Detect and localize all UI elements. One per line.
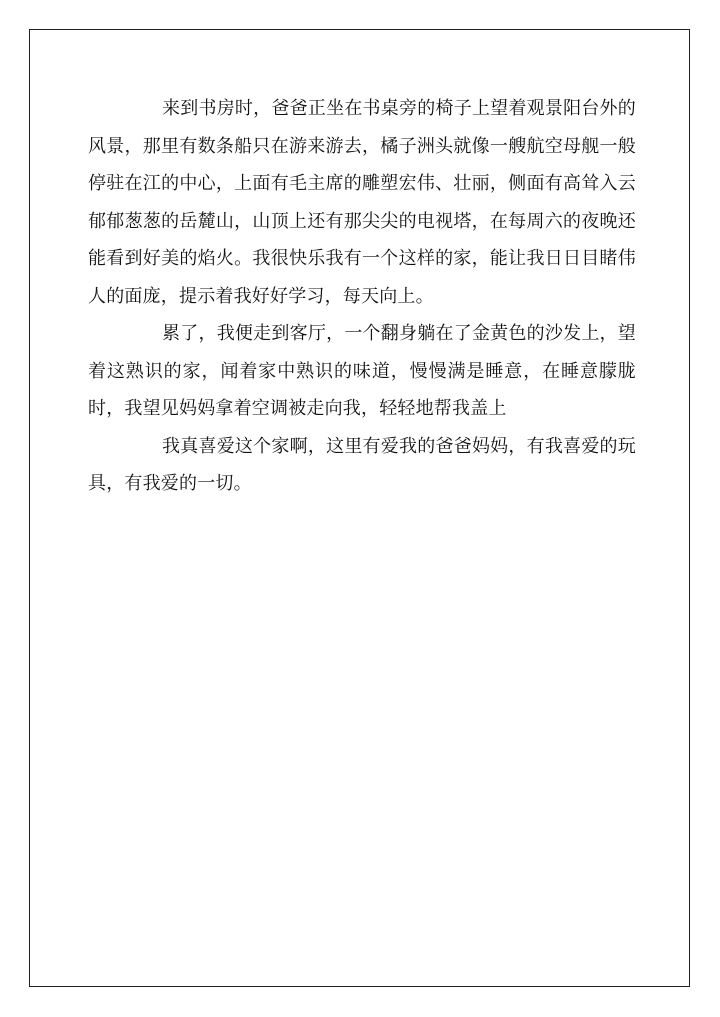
paragraph-2: 累了，我便走到客厅，一个翻身躺在了金黄色的沙发上，望着这熟识的家，闻着家中熟识的味道，慢慢满是睡意，在睡意朦胧时，我望见妈妈拿着空调被走向我，轻轻地帮我盖上 [88,323,636,419]
paragraph-3: 我真喜爱这个家啊，这里有爱我的爸爸妈妈，有我喜爱的玩具，有我爱的一切。 [88,435,636,494]
document-body [88,90,636,503]
paragraph-1: 来到书房时，爸爸正坐在书桌旁的椅子上望着观景阳台外的风景，那里有数条船只在游来游去，橘子洲头就像一艘航空母舰一般停驻在江的中心，上面有毛主席的雕塑宏伟、壮丽，侧面有高耸入云郁郁葱葱的岳麓山，山顶上还有那尖尖的电视塔，在每周六的夜晚还能看到好美的焰火。我很快乐我有一个这样的家，能让我日日目睹伟人的面庞，提示着我好好学习，每天向上。 [88,98,636,307]
